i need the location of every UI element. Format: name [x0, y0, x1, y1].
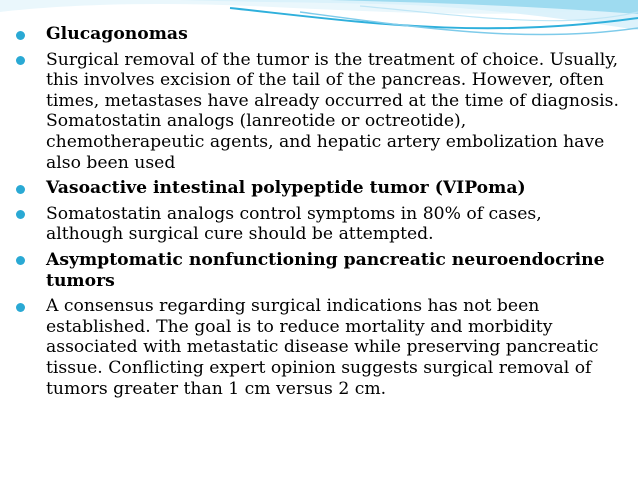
bullet-item [12, 250, 624, 291]
bullet-dot-icon [16, 256, 25, 265]
bullet-dot-icon [16, 31, 25, 40]
bullet-item [12, 50, 624, 174]
bullet-text: Vasoactive intestinal polypeptide tumor (VIPoma) [46, 178, 526, 199]
bullet-list [12, 24, 624, 399]
slide-content [12, 24, 624, 404]
bullet-item [12, 296, 624, 399]
bullet-dot-icon [16, 185, 25, 194]
bullet-dot-icon [16, 303, 25, 312]
bullet-text: A consensus regarding surgical indications has not been established. The goal is to reduce mortality and morbidity associated with metastatic disease while preserving pancreatic tissue. Conflicting expert opinion suggests surgical removal of tumors greater than 1 cm versus 2 cm. [46, 296, 599, 399]
bullet-text: Glucagonomas [46, 24, 188, 44]
bullet-item [12, 24, 624, 45]
bullet-dot-icon [16, 56, 25, 65]
bullet-item [12, 204, 624, 245]
bullet-text: Somatostatin analogs control symptoms in 80% of cases, although surgical cure should be attempted. [46, 203, 542, 245]
bullet-text: Asymptomatic nonfunctioning pancreatic neuroendocrine tumors [46, 249, 605, 291]
bullet-text: Surgical removal of the tumor is the treatment of choice. Usually, this involves excision of the tail of the pancreas. However, often times, metastases have already occurred at the time of diagnosis. Somatostatin analogs (lanreotide or octreotide), chemotherapeutic agents, and hepatic artery embolization have also been used [46, 49, 619, 173]
bullet-item [12, 178, 624, 199]
bullet-dot-icon [16, 210, 25, 219]
